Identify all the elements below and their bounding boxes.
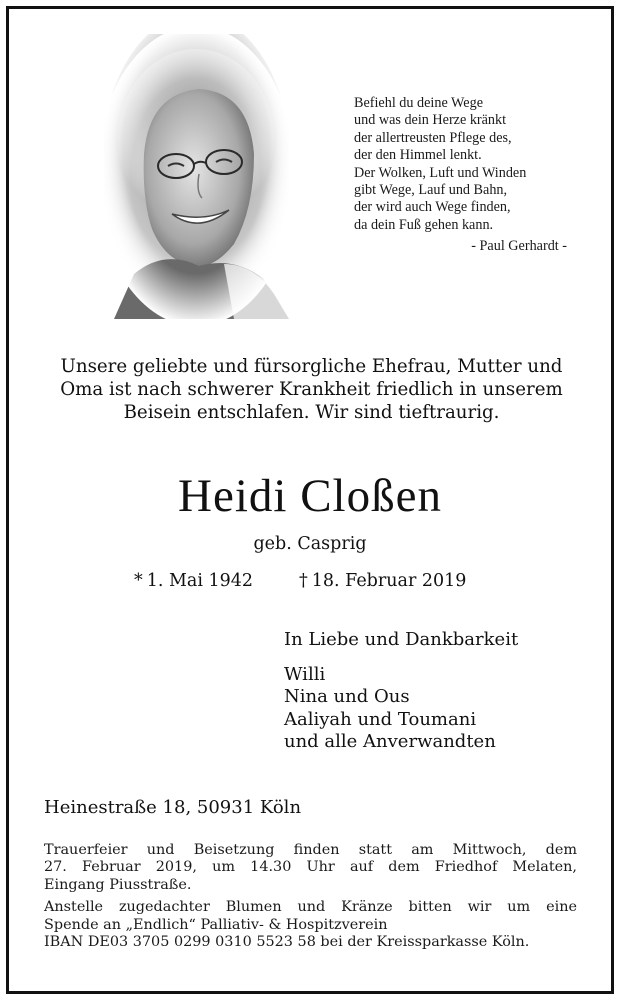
poem-line: der wird auch Wege finden, xyxy=(354,199,511,216)
birth-date: 1. Mai 1942 xyxy=(146,571,254,591)
poem-line: der den Himmel lenkt. xyxy=(354,147,482,164)
funeral-paragraph xyxy=(44,842,577,894)
poem-line: Der Wolken, Luft und Winden xyxy=(354,164,527,181)
poem-line: Befiehl du deine Wege xyxy=(354,95,483,111)
intro-text xyxy=(39,355,584,424)
funeral-line: Trauerfeier und Beisetzung finden statt am Mittwoch, dem xyxy=(44,842,577,858)
obituary-notice xyxy=(6,6,614,994)
birth-symbol: * xyxy=(134,571,143,591)
deceased-name: Heidi Cloßen xyxy=(178,470,442,522)
mourners xyxy=(284,629,518,754)
poem-line: der allertreusten Pflege des, xyxy=(354,129,512,146)
funeral-info xyxy=(44,842,577,951)
portrait-photo xyxy=(104,34,289,319)
death-cross-symbol: † xyxy=(299,571,308,591)
donation-line: Anstelle zugedachter Blumen und Kränze bitten wir um eine xyxy=(44,899,577,916)
intro-line: Beisein entschlafen. Wir sind tieftraurig. xyxy=(123,402,500,423)
death-date: 18. Februar 2019 xyxy=(311,571,467,591)
donation-line: Spende an „Endlich“ Palliativ- & Hospitzverein xyxy=(44,916,388,933)
funeral-line: Eingang Piusstraße. xyxy=(44,876,192,893)
donation-line: IBAN DE03 3705 0299 0310 5523 58 bei der Kreissparkasse Köln. xyxy=(44,934,530,951)
poem-line: gibt Wege, Lauf und Bahn, xyxy=(354,182,508,199)
mourner-name: und alle Anverwandten xyxy=(284,731,496,752)
mourner-name: Willi xyxy=(284,663,326,685)
birth-date-group xyxy=(134,571,253,591)
poem-line: da dein Fuß gehen kann. xyxy=(354,216,494,233)
mourner-name: Nina und Ous xyxy=(284,686,410,707)
intro-line: Unsere geliebte und fürsorgliche Ehefrau, Mutter und xyxy=(60,356,563,377)
portrait-image xyxy=(104,34,289,319)
poem-line: und was dein Herze kränkt xyxy=(354,112,507,129)
death-date-group xyxy=(299,571,466,591)
intro-line: Oma ist nach schwerer Krankheit friedlich in unserem xyxy=(60,379,563,400)
address: Heinestraße 18, 50931 Köln xyxy=(44,797,302,818)
funeral-line: 27. Februar 2019, um 14.30 Uhr auf dem Friedhof Melaten, xyxy=(44,859,577,876)
mourners-heading: In Liebe und Dankbarkeit xyxy=(284,629,519,650)
poem xyxy=(354,95,594,256)
mourner-name: Aaliyah und Toumani xyxy=(284,708,477,730)
donation-paragraph xyxy=(44,899,577,951)
poem-author: - Paul Gerhardt - xyxy=(471,238,567,255)
birth-name: geb. Casprig xyxy=(253,534,367,554)
